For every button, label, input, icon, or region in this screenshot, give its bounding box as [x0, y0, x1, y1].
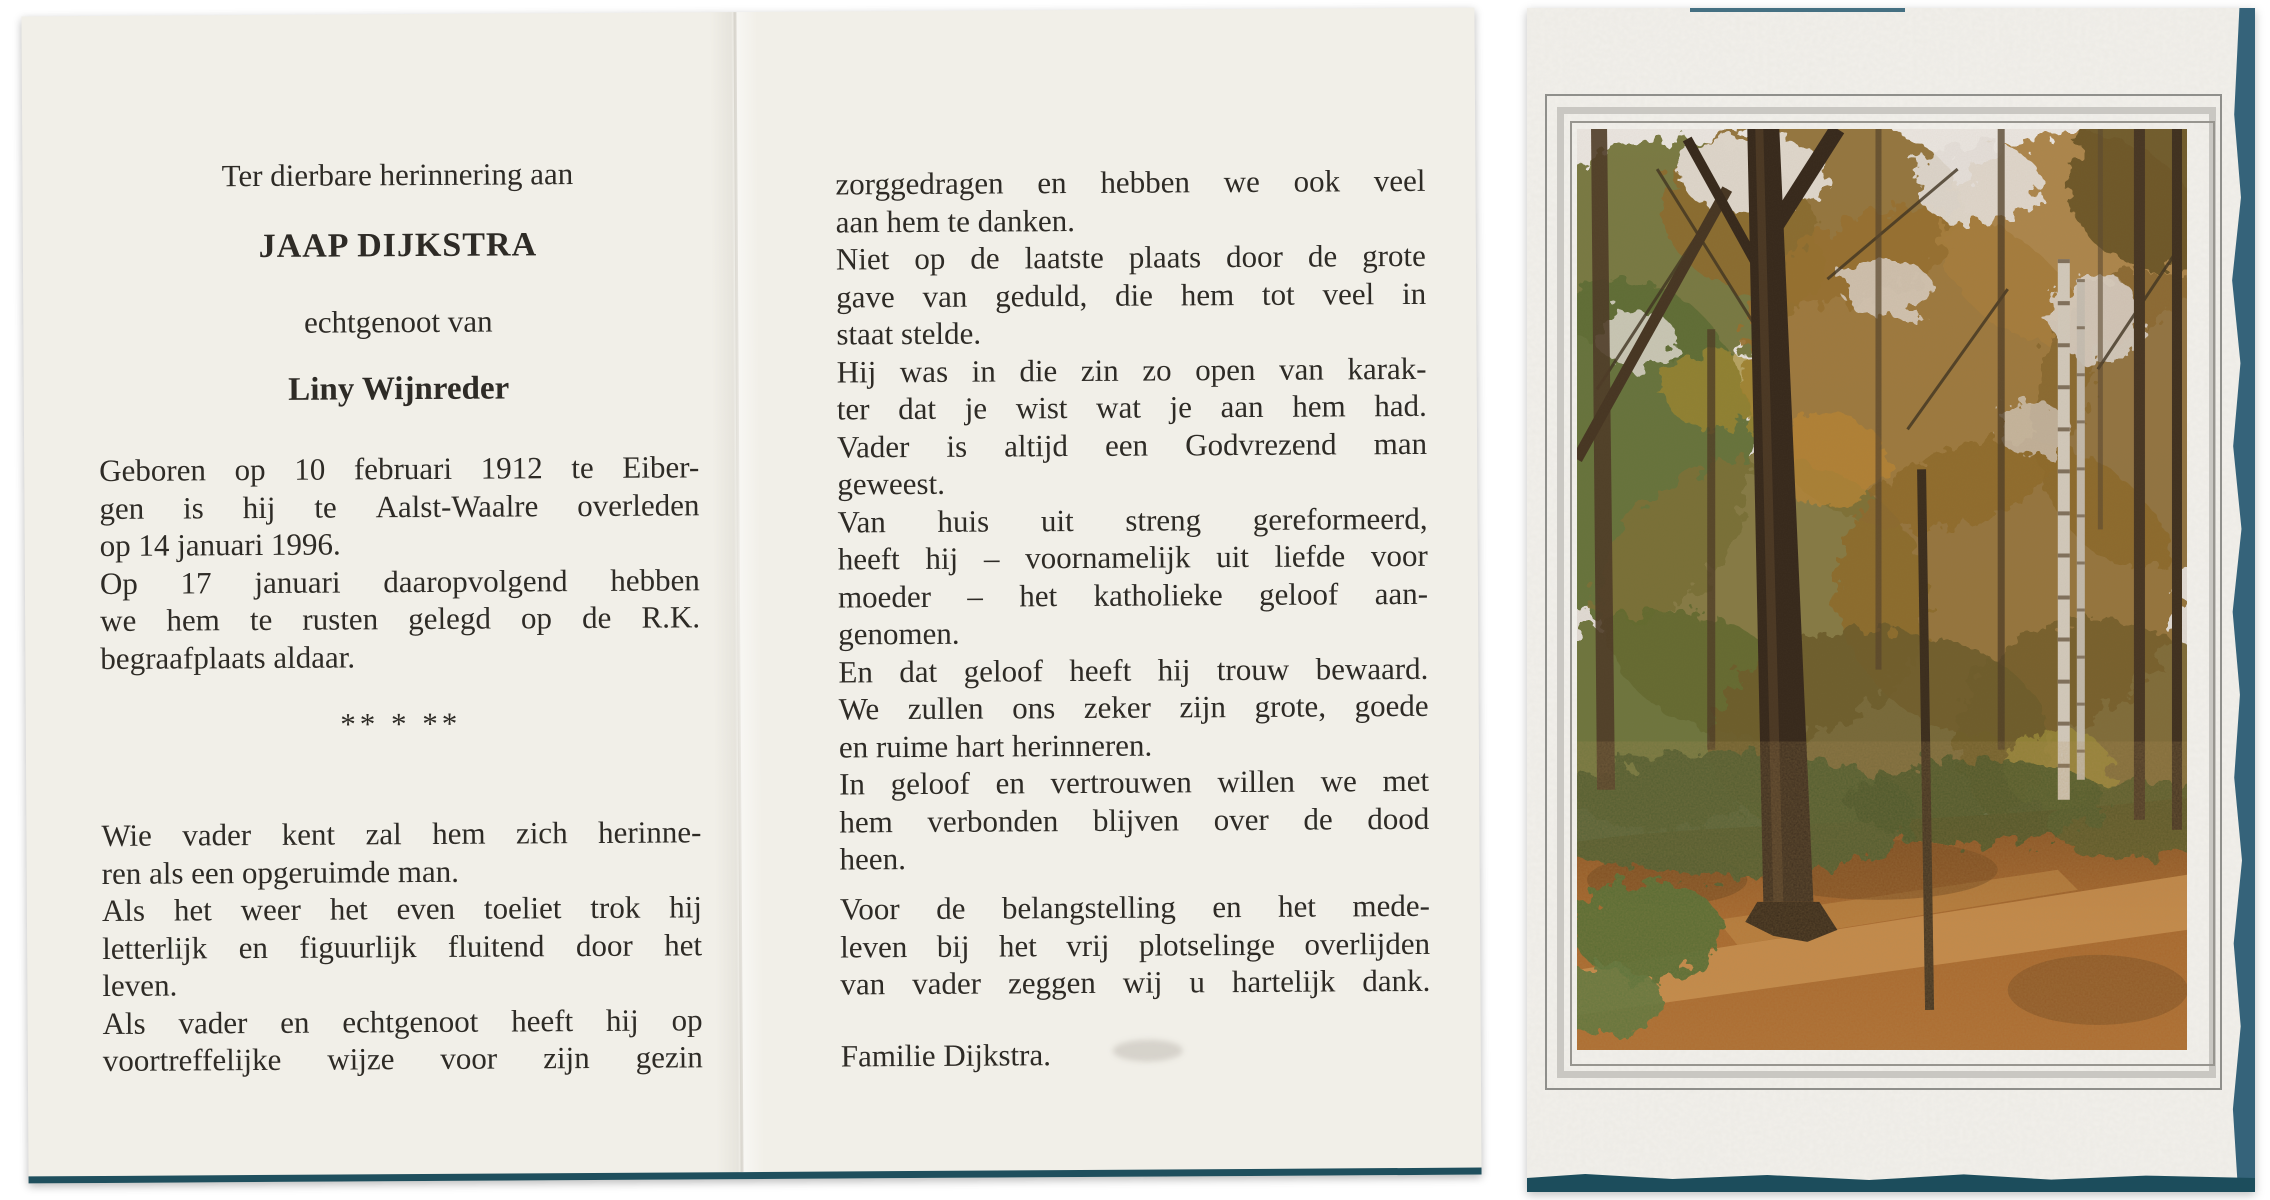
text-line: Wie vader kent zal hem zich herinne- [101, 814, 702, 853]
birth-death-paragraph [99, 448, 700, 677]
text-line: leven bij het vrij plotselinge overlijden [840, 925, 1431, 964]
text-line: Van huis uit streng gereformeerd, [837, 500, 1428, 539]
character-paragraph [835, 162, 1429, 878]
text-line: voortreffelijke wijze voor zijn gezin [102, 1039, 703, 1078]
text-line: gave van geduld, die hem tot veel in [836, 275, 1427, 314]
text-line: geweest. [837, 465, 946, 502]
memorial-card-inner-spread [21, 8, 1481, 1184]
text-line: moeder – het katholieke geloof aan- [837, 575, 1429, 614]
text-line: gen is hij te Aalst-Waalre overleden [99, 486, 700, 526]
cover-edge-blue-bottom [1527, 1172, 2255, 1192]
text-line: heen. [839, 841, 906, 877]
text-line: Niet op de laatste plaats door de grote [835, 237, 1426, 277]
text-line: Op 17 januari daaropvolgend hebben [99, 561, 700, 601]
remembrance-paragraph [101, 813, 703, 1079]
text-line: Geboren op 10 februari 1912 te Eiber- [99, 449, 700, 488]
cover-edge-blue-right [2229, 8, 2255, 1192]
text-line: Als het weer het even toeliet trok hij [101, 889, 702, 928]
autumn-forest-photo [1577, 129, 2187, 1050]
text-line: Als vader en echtgenoot heeft hij op [102, 1001, 703, 1041]
text-line: staat stelde. [836, 315, 982, 352]
relation-line: echtgenoot van [303, 303, 493, 340]
asterisk-separator: ** * ** [340, 705, 462, 742]
text-line: letterlijk en figuurlijk fluitend door het [102, 926, 703, 966]
text-line: we hem te rusten gelegd op de R.K. [100, 599, 701, 638]
spouse-name: Liny Wijnreder [288, 370, 510, 408]
text-line: Hij was in die zin zo open van karak- [836, 350, 1427, 389]
text-line: begraafplaats aldaar. [100, 638, 356, 676]
text-line: We zullen ons zeker zijn grote, goede [838, 687, 1429, 727]
text-line: en ruime hart herinneren. [838, 727, 1153, 764]
text-line: hem verbonden blijven over de dood [839, 800, 1430, 839]
text-line: ter dat je wist wat je aan hem had. [836, 387, 1427, 427]
text-line: aan hem te danken. [835, 202, 1076, 239]
text-line: zorggedragen en hebben we ook veel [835, 162, 1426, 202]
text-line: heeft hij – voornamelijk uit liefde voor [837, 537, 1428, 577]
text-line: Voor de belangstelling en het mede- [839, 887, 1431, 927]
text-line: van vader zeggen wij u hartelijk dank. [840, 962, 1431, 1002]
text-line: genomen. [838, 615, 960, 652]
text-line: In geloof en vertrouwen willen we met [839, 762, 1430, 802]
family-signature: Familie Dijkstra. [840, 1037, 1052, 1074]
thanks-paragraph [840, 887, 1431, 1003]
text-line: Vader is altijd een Godvrezend man [836, 425, 1428, 464]
cover-edge-blue-top [1690, 8, 1905, 12]
memorial-card-cover [1527, 8, 2255, 1192]
memorial-intro-line: Ter dierbare herinnering aan [221, 156, 574, 194]
text-line: En dat geloof heeft hij trouw bewaard. [838, 650, 1429, 689]
deceased-name: JAAP DIJKSTRA [258, 226, 538, 266]
text-line: leven. [102, 967, 178, 1003]
text-line: ren als een opgeruimde man. [101, 853, 460, 891]
text-line: op 14 januari 1996. [99, 526, 341, 563]
